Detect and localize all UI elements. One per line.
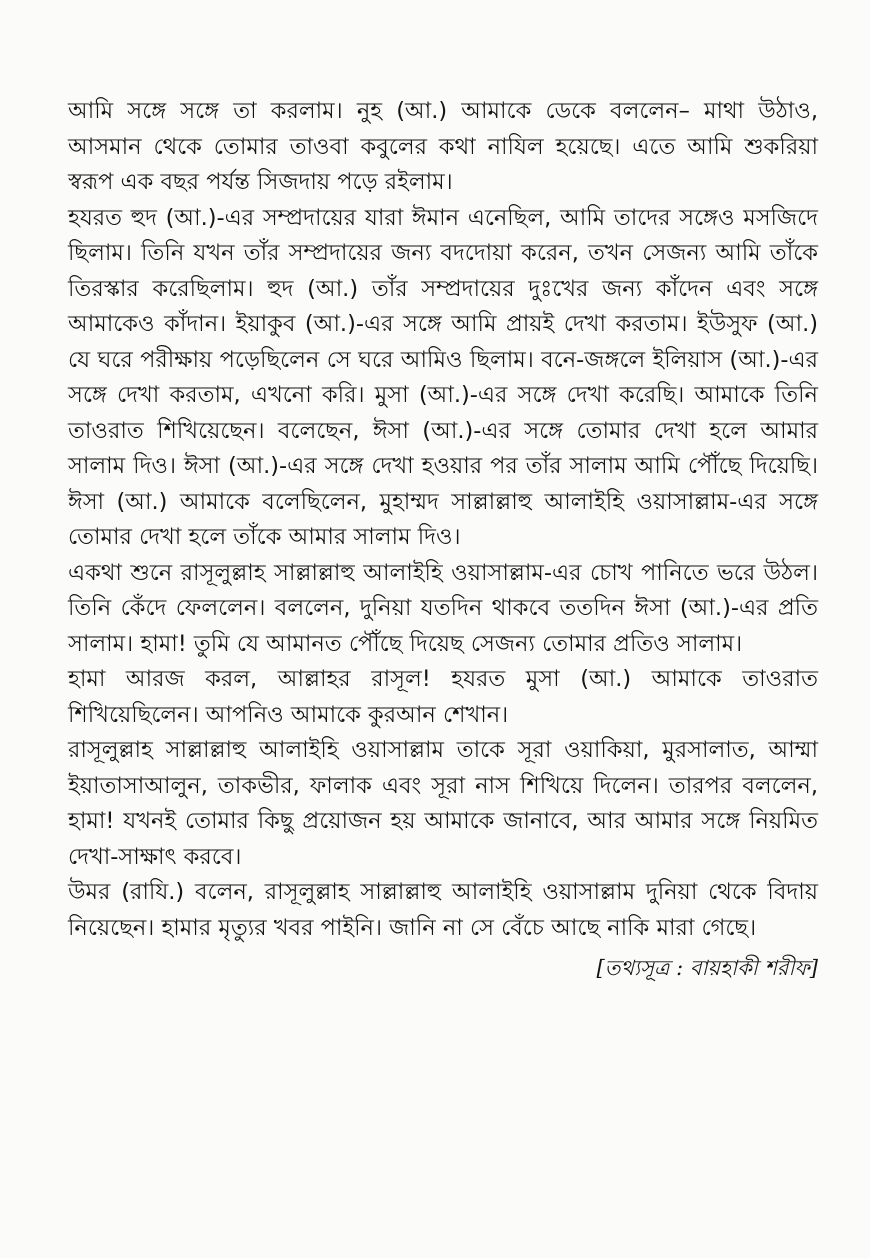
paragraph-6: উমর (রাযি.) বলেন, রাসূলুল্লাহ সাল্লাল্লাহু আলাইহি ওয়াসাল্লাম দুনিয়া থেকে বিদায় নিয়েছেন। হামার মৃত্যুর খবর পাইনি। জানি না সে বেঁচে আছে নাকি মারা গেছে। <box>68 879 818 941</box>
page-body <box>68 94 818 984</box>
paragraph-1: আমি সঙ্গে সঙ্গে তা করলাম। নুহ (আ.) আমাকে ডেকে বললেন– মাথা উঠাও, আসমান থেকে তোমার তাওবা কবুলের কথা নাযিল হয়েছে। এতে আমি শুকরিয়া স্বরূপ এক বছর পর্যন্ত সিজদায় পড়ে রইলাম। <box>68 98 818 195</box>
paragraph-4: হামা আরজ করল, আল্লাহর রাসূল! হযরত মুসা (আ.) আমাকে তাওরাত শিখিয়েছিলেন। আপনিও আমাকে কুরআন শেখান। <box>68 666 818 728</box>
paragraph-2: হযরত হুদ (আ.)-এর সম্প্রদায়ের যারা ঈমান এনেছিল, আমি তাদের সঙ্গেও মসজিদে ছিলাম। তিনি যখন তাঁর সম্প্রদায়ের জন্য বদদোয়া করেন, তখন সেজন্য আমি তাঁকে তিরস্কার করেছিলাম। হুদ (আ.) তাঁর সম্প্রদায়ের দুঃখের জন্য কাঁদেন এবং সঙ্গে আমাকেও কাঁদান। ইয়াকুব (আ.)-এর সঙ্গে আমি প্রায়ই দেখা করতাম। ইউসুফ (আ.) যে ঘরে পরীক্ষায় পড়েছিলেন সে ঘরে আমিও ছিলাম। বনে-জঙ্গলে ইলিয়াস (আ.)-এর সঙ্গে দেখা করতাম, এখনো করি। মুসা (আ.)-এর সঙ্গে দেখা করেছি। আমাকে তিনি তাওরাত শিখিয়েছেন। বলেছেন, ঈসা (আ.)-এর সঙ্গে তোমার দেখা হলে আমার সালাম দিও। ঈসা (আ.)-এর সঙ্গে দেখা হওয়ার পর তাঁর সালাম আমি পৌঁছে দিয়েছি। ঈসা (আ.) আমাকে বলেছিলেন, মুহাম্মদ সাল্লাল্লাহু আলাইহি ওয়াসাল্লাম-এর সঙ্গে তোমার দেখা হলে তাঁকে আমার সালাম দিও। <box>68 204 818 550</box>
paragraph-5: রাসূলুল্লাহ সাল্লাল্লাহু আলাইহি ওয়াসাল্লাম তাকে সূরা ওয়াকিয়া, মুরসালাত, আম্মা ইয়াতাসাআলুন, তাকভীর, ফালাক এবং সূরা নাস শিখিয়ে দিলেন। তারপর বললেন, হামা! যখনই তোমার কিছু প্রয়োজন হয় আমাকে জানাবে, আর আমার সঙ্গে নিয়মিত দেখা-সাক্ষাৎ করবে। <box>68 737 818 870</box>
source-citation: [তথ্যসূত্র : বায়হাকী শরীফ] <box>596 956 818 980</box>
paragraph-3: একথা শুনে রাসূলুল্লাহ সাল্লাল্লাহু আলাইহি ওয়াসাল্লাম-এর চোখ পানিতে ভরে উঠল। তিনি কেঁদে ফেললেন। বললেন, দুনিয়া যতদিন থাকবে ততদিন ঈসা (আ.)-এর প্রতি সালাম। হামা! তুমি যে আমানত পৌঁছে দিয়েছ সেজন্য তোমার প্রতিও সালাম। <box>68 559 818 657</box>
